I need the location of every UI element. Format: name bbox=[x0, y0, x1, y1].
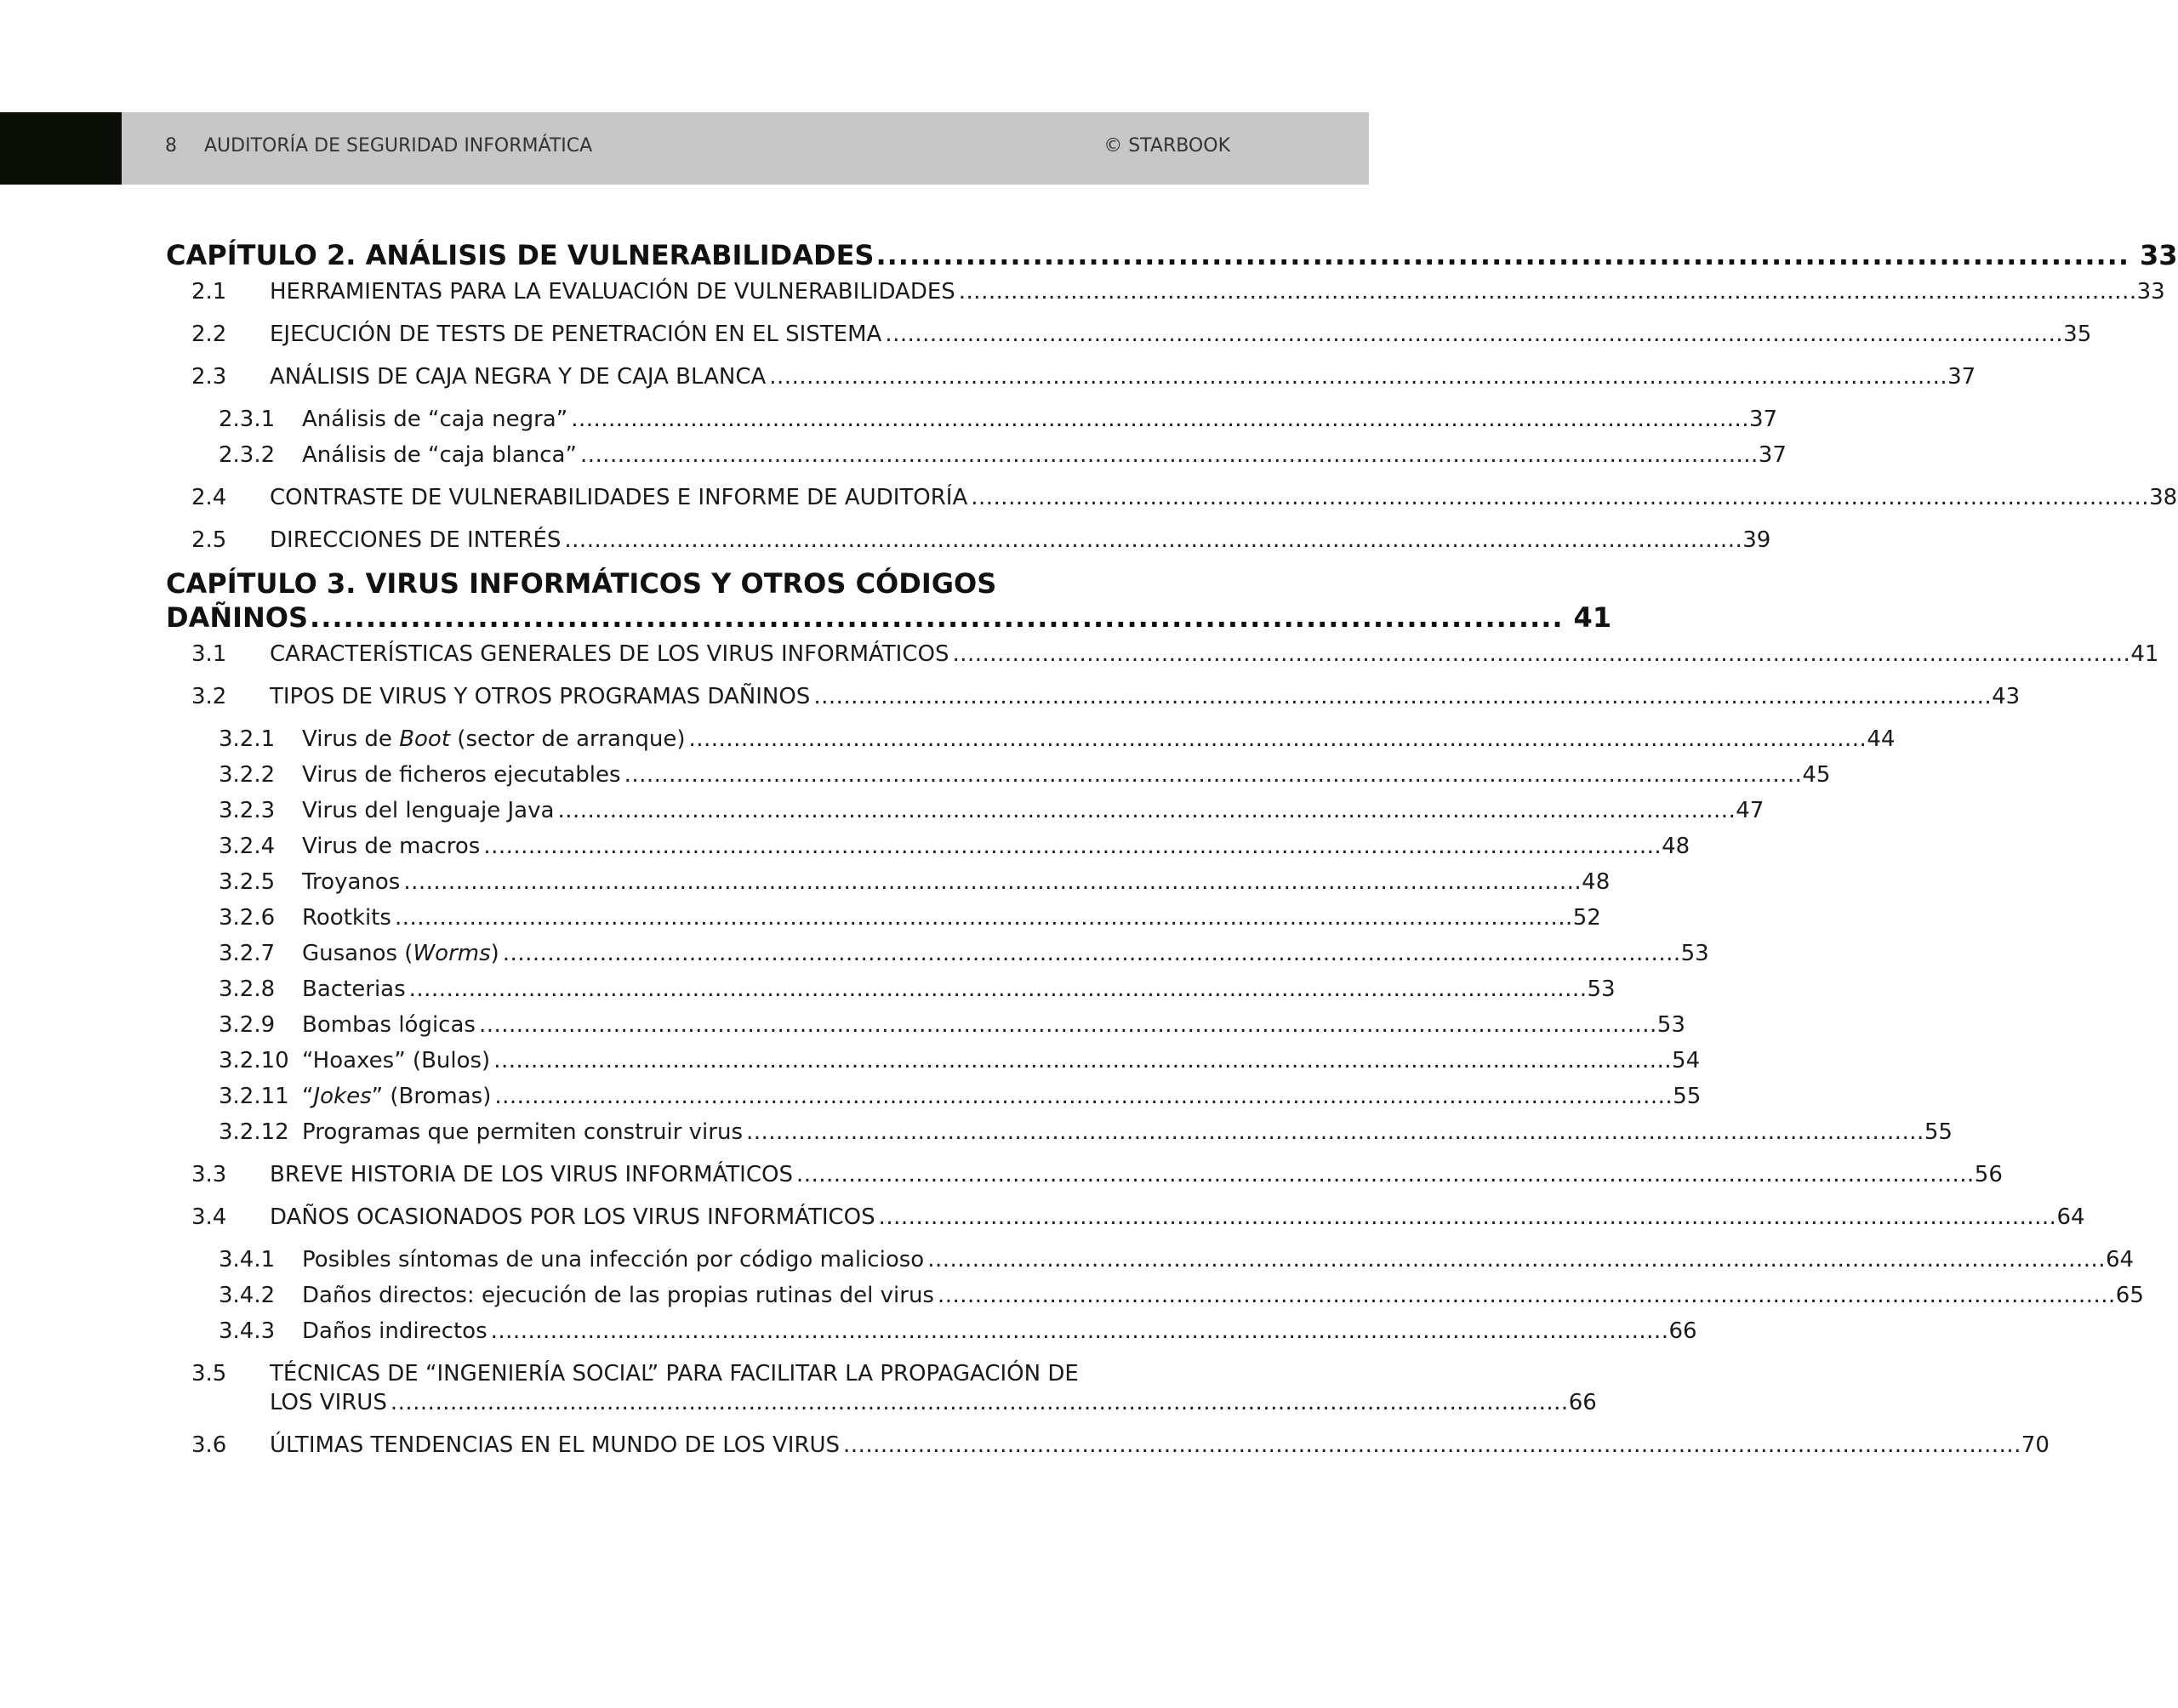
toc-entry-3-2-8[interactable] bbox=[166, 975, 1616, 1004]
dot-leader: .............................................................................................................................................................. bbox=[952, 641, 2131, 667]
dot-leader: .............................................................................................................................................................. bbox=[624, 762, 1803, 788]
entry-title: ÚLTIMAS TENDENCIAS EN EL MUNDO DE LOS VIRUS bbox=[270, 1432, 841, 1458]
dot-leader: .............................................................................................................................................................. bbox=[885, 322, 2064, 347]
toc-entry-3-2-9[interactable] bbox=[166, 1011, 1685, 1039]
dot-leader: .............................................................................................................................................................. bbox=[490, 1318, 1669, 1344]
dot-leader: ................................................................................................................ bbox=[875, 239, 2130, 271]
entry-number: 3.4.1 bbox=[219, 1247, 276, 1272]
entry-page: 37 bbox=[1758, 442, 1787, 468]
toc-entry-3-4-2[interactable] bbox=[166, 1281, 2144, 1310]
dot-leader: .............................................................................................................................................................. bbox=[493, 1048, 1673, 1073]
entry-title-italic: Worms bbox=[413, 941, 491, 966]
dot-leader: .............................................................................................................................................................. bbox=[688, 726, 1867, 752]
entry-title-part: “ bbox=[302, 1084, 314, 1109]
toc-entry-2-4[interactable] bbox=[166, 483, 2178, 512]
toc-entry-2-2[interactable] bbox=[166, 320, 2092, 349]
toc-entry-3-2-5[interactable] bbox=[166, 868, 1611, 897]
entry-title: Programas que permiten construir virus bbox=[302, 1119, 743, 1145]
entry-title: Bacterias bbox=[302, 976, 406, 1002]
entry-title-italic: Jokes bbox=[313, 1084, 372, 1109]
entry-title: Daños directos: ejecución de las propias rutinas del virus bbox=[302, 1283, 934, 1308]
entry-number: 2.4 bbox=[191, 485, 227, 510]
entry-page: 53 bbox=[1680, 941, 1709, 966]
chapter-title-line-1: CAPÍTULO 3. VIRUS INFORMÁTICOS Y OTROS CÓDIGOS bbox=[166, 567, 997, 600]
entry-page: 37 bbox=[1749, 407, 1778, 432]
toc-entry-3-2-4[interactable] bbox=[166, 832, 1691, 861]
dot-leader: .............................................................................................................................................................. bbox=[927, 1247, 2107, 1272]
entry-number: 3.2.11 bbox=[219, 1084, 289, 1109]
entry-number: 3.2.1 bbox=[219, 726, 276, 752]
entry-title: ANÁLISIS DE CAJA NEGRA Y DE CAJA BLANCA bbox=[270, 364, 767, 390]
entry-title: Análisis de “caja blanca” bbox=[302, 442, 577, 468]
dot-leader: .............................................................................................................................................................. bbox=[408, 976, 1588, 1002]
entry-number: 3.5 bbox=[191, 1361, 227, 1386]
entry-page: 53 bbox=[1656, 1012, 1685, 1038]
entry-title: Virus del lenguaje Java bbox=[302, 798, 555, 823]
dot-leader: .............................................................................................................................................................. bbox=[958, 279, 2137, 305]
entry-number: 3.6 bbox=[191, 1432, 227, 1458]
toc-entry-3-2-7[interactable] bbox=[166, 939, 1709, 968]
entry-title: HERRAMIENTAS PARA LA EVALUACIÓN DE VULNERABILIDADES bbox=[270, 279, 955, 305]
entry-page: 37 bbox=[1947, 364, 1976, 390]
toc-chapter-3[interactable] bbox=[166, 566, 1612, 635]
chapter-title-line-2: DAÑINOS bbox=[166, 601, 309, 634]
entry-title: Rootkits bbox=[302, 905, 391, 931]
entry-page: 55 bbox=[1673, 1084, 1702, 1109]
entry-page: 70 bbox=[2021, 1432, 2050, 1458]
entry-title-italic: Boot bbox=[399, 726, 451, 752]
entry-number: 2.3.2 bbox=[219, 442, 276, 468]
dot-leader: .............................................................................................................................................................. bbox=[494, 1084, 1673, 1109]
entry-number: 3.2.4 bbox=[219, 834, 276, 859]
entry-page: 54 bbox=[1672, 1048, 1701, 1073]
entry-number: 3.2.7 bbox=[219, 941, 276, 966]
chapter-page: 33 bbox=[2139, 239, 2178, 271]
entry-title: Daños indirectos bbox=[302, 1318, 487, 1344]
entry-page: 48 bbox=[1582, 869, 1611, 895]
entry-title-part: ) bbox=[490, 941, 499, 966]
toc-entry-2-3-2[interactable] bbox=[166, 441, 1787, 470]
entry-title: EJECUCIÓN DE TESTS DE PENETRACIÓN EN EL SISTEMA bbox=[270, 322, 882, 347]
entry-number: 2.3 bbox=[191, 364, 227, 390]
entry-page: 52 bbox=[1572, 905, 1601, 931]
toc-entry-3-4-3[interactable] bbox=[166, 1317, 1697, 1346]
entry-number: 3.4.3 bbox=[219, 1318, 276, 1344]
entry-number: 2.5 bbox=[191, 527, 227, 553]
dot-leader: .............................................................................................................................................................. bbox=[403, 869, 1582, 895]
entry-title bbox=[302, 1082, 491, 1111]
entry-title-part: ” (Bromas) bbox=[371, 1084, 492, 1109]
entry-number: 3.3 bbox=[191, 1162, 227, 1187]
entry-number: 3.1 bbox=[191, 641, 227, 667]
entry-page: 35 bbox=[2063, 322, 2092, 347]
chapter-page: 41 bbox=[1573, 601, 1612, 634]
chapter-title: CAPÍTULO 2. ANÁLISIS DE VULNERABILIDADES bbox=[166, 239, 875, 271]
header-book-title: AUDITORÍA DE SEGURIDAD INFORMÁTICA bbox=[204, 135, 593, 157]
entry-title-line-2: LOS VIRUS bbox=[270, 1390, 387, 1415]
dot-leader: .............................................................................................................................................................. bbox=[483, 834, 1662, 859]
entry-page: 64 bbox=[2056, 1204, 2085, 1230]
entry-title: Troyanos bbox=[302, 869, 401, 895]
entry-title: Análisis de “caja negra” bbox=[302, 407, 568, 432]
entry-title: DAÑOS OCASIONADOS POR LOS VIRUS INFORMÁTICOS bbox=[270, 1204, 875, 1230]
dot-leader: .............................................................................................................................................................. bbox=[937, 1283, 2116, 1308]
entry-number: 2.3.1 bbox=[219, 407, 276, 432]
toc-entry-3-2[interactable] bbox=[166, 682, 2021, 711]
entry-number: 3.2.2 bbox=[219, 762, 276, 788]
entry-title: Posibles síntomas de una infección por código malicioso bbox=[302, 1247, 925, 1272]
toc-entry-3-2-3[interactable] bbox=[166, 796, 1765, 825]
header-page-number: 8 bbox=[165, 135, 177, 157]
entry-title-part: Gusanos ( bbox=[302, 941, 413, 966]
toc-entry-3-3[interactable] bbox=[166, 1160, 2003, 1189]
entry-title: Virus de ficheros ejecutables bbox=[302, 762, 621, 788]
entry-page: 44 bbox=[1867, 726, 1896, 752]
entry-number: 3.4.2 bbox=[219, 1283, 276, 1308]
toc-entry-2-1[interactable] bbox=[166, 277, 2165, 306]
table-of-contents bbox=[166, 238, 2178, 1460]
entry-page: 48 bbox=[1662, 834, 1691, 859]
toc-entry-3-1[interactable] bbox=[166, 640, 2159, 669]
dot-leader: .............................................................................................................................................................. bbox=[390, 1390, 1569, 1415]
toc-entry-3-4[interactable] bbox=[166, 1203, 2085, 1232]
toc-entry-3-2-11[interactable] bbox=[166, 1082, 1702, 1111]
entry-title: TIPOS DE VIRUS Y OTROS PROGRAMAS DAÑINOS bbox=[270, 684, 811, 709]
entry-title: CONTRASTE DE VULNERABILIDADES E INFORME DE AUDITORÍA bbox=[270, 485, 968, 510]
dot-leader: .............................................................................................................................................................. bbox=[746, 1119, 1924, 1145]
entry-number: 2.1 bbox=[191, 279, 227, 305]
dot-leader: .............................................................................................................................................................. bbox=[813, 684, 1993, 709]
toc-entry-3-2-1[interactable] bbox=[166, 725, 1896, 754]
entry-page: 38 bbox=[2149, 485, 2178, 510]
entry-page: 64 bbox=[2106, 1247, 2135, 1272]
dot-leader: .............................................................................................................................................................. bbox=[557, 798, 1736, 823]
entry-title: Virus de macros bbox=[302, 834, 481, 859]
dot-leader: .............................................................................................................................................................. bbox=[394, 905, 1573, 931]
entry-page: 45 bbox=[1802, 762, 1831, 788]
entry-page: 55 bbox=[1924, 1119, 1953, 1145]
entry-title bbox=[302, 725, 686, 754]
entry-page: 66 bbox=[1568, 1390, 1597, 1415]
dot-leader: .............................................................................................................................................................. bbox=[571, 407, 1750, 432]
toc-entry-3-2-12[interactable] bbox=[166, 1118, 1953, 1147]
dot-leader: .............................................................................................................................................................. bbox=[564, 527, 1743, 553]
header-publisher: © STARBOOK bbox=[1103, 135, 1230, 157]
dot-leader: .............................................................................................................................................................. bbox=[971, 485, 2150, 510]
entry-page: 39 bbox=[1742, 527, 1771, 553]
entry-number: 3.2 bbox=[191, 684, 227, 709]
toc-chapter-2[interactable] bbox=[166, 238, 2178, 272]
dot-leader: .............................................................................................................................................................. bbox=[878, 1204, 2057, 1230]
entry-page: 66 bbox=[1668, 1318, 1697, 1344]
toc-entry-2-3-1[interactable] bbox=[166, 405, 1778, 434]
dot-leader: .............................................................................................................................................................. bbox=[795, 1162, 1975, 1187]
entry-title: BREVE HISTORIA DE LOS VIRUS INFORMÁTICOS bbox=[270, 1162, 793, 1187]
entry-page: 41 bbox=[2130, 641, 2159, 667]
entry-number: 3.2.8 bbox=[219, 976, 276, 1002]
toc-entry-3-2-2[interactable] bbox=[166, 760, 1831, 789]
entry-title: “Hoaxes” (Bulos) bbox=[302, 1048, 491, 1073]
entry-number: 2.2 bbox=[191, 322, 227, 347]
dot-leader: .............................................................................................................................................................. bbox=[579, 442, 1759, 468]
entry-number: 3.2.5 bbox=[219, 869, 276, 895]
entry-title: Bombas lógicas bbox=[302, 1012, 476, 1038]
toc-entry-3-4-1[interactable] bbox=[166, 1245, 2135, 1274]
dot-leader: .............................................................................................................................................................. bbox=[502, 941, 1681, 966]
toc-entry-2-5[interactable] bbox=[166, 526, 1771, 555]
toc-entry-3-2-6[interactable] bbox=[166, 903, 1601, 932]
entry-page: 33 bbox=[2136, 279, 2165, 305]
dot-leader: .............................................................................................................................................................. bbox=[843, 1432, 2021, 1458]
toc-entry-3-5[interactable] bbox=[166, 1359, 1597, 1417]
entry-title: DIRECCIONES DE INTERÉS bbox=[270, 527, 562, 553]
entry-title-part: Virus de bbox=[302, 726, 400, 752]
dot-leader: .............................................................................................................................................................. bbox=[478, 1012, 1657, 1038]
entry-number: 3.2.6 bbox=[219, 905, 276, 931]
entry-title-line-1: TÉCNICAS DE “INGENIERÍA SOCIAL” PARA FACILITAR LA PROPAGACIÓN DE bbox=[270, 1361, 1079, 1386]
entry-page: 43 bbox=[1992, 684, 2021, 709]
entry-title-part: (sector de arranque) bbox=[450, 726, 686, 752]
dot-leader: .............................................................................................................................................................. bbox=[769, 364, 1948, 390]
dot-leader: ................................................................................................................ bbox=[310, 601, 1564, 634]
entry-page: 53 bbox=[1587, 976, 1616, 1002]
entry-number: 3.2.9 bbox=[219, 1012, 276, 1038]
entry-number: 3.2.10 bbox=[219, 1048, 289, 1073]
toc-entry-3-2-10[interactable] bbox=[166, 1046, 1701, 1075]
toc-entry-2-3[interactable] bbox=[166, 362, 1976, 391]
entry-page: 65 bbox=[2115, 1283, 2144, 1308]
entry-number: 3.2.12 bbox=[219, 1119, 289, 1145]
entry-title: CARACTERÍSTICAS GENERALES DE LOS VIRUS INFORMÁTICOS bbox=[270, 641, 949, 667]
toc-entry-3-6[interactable] bbox=[166, 1431, 2050, 1460]
entry-title bbox=[302, 939, 499, 968]
header-black-block bbox=[0, 112, 122, 185]
entry-page: 47 bbox=[1736, 798, 1765, 823]
entry-number: 3.4 bbox=[191, 1204, 227, 1230]
entry-page: 56 bbox=[1974, 1162, 2003, 1187]
entry-number: 3.2.3 bbox=[219, 798, 276, 823]
